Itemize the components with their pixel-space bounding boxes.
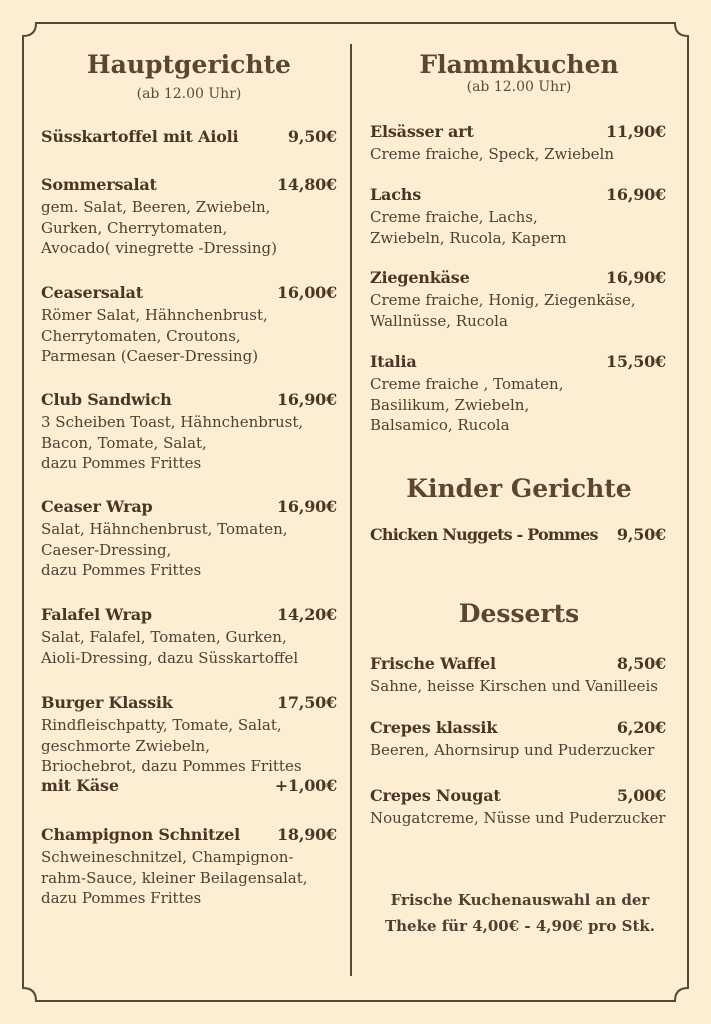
item-description-line: Zwiebeln, Rucola, Kapern [370,228,567,247]
item-description-line: Schweineschnitzel, Champignon- [41,848,294,866]
item-price: 18,90€ [276,825,337,844]
item-price: +1,00€ [274,776,337,795]
column-divider [350,44,352,976]
item-name: Crepes klassik [370,718,498,737]
item-price: 14,20€ [276,605,337,624]
item-price: 17,50€ [276,693,337,712]
item-description [370,740,666,761]
section-subtitle-hauptgerichte: (ab 12.00 Uhr) [136,86,242,102]
item-price: 16,90€ [276,390,337,409]
item-description [41,715,337,777]
item-description-line: Creme fraiche , Tomaten, [370,375,564,393]
item-description-line: Parmesan (Caeser-Dressing) [41,347,259,365]
section-title-flammkuchen: Flammkuchen [419,50,619,79]
item-description [41,847,337,909]
menu-item [41,283,337,367]
item-description-line: 3 Scheiben Toast, Hähnchenbrust, [41,413,304,431]
section-subtitle-flammkuchen: (ab 12.00 Uhr) [466,79,572,95]
item-description-line: Römer Salat, Hähnchenbrust, [41,306,268,324]
cake-selection-note [372,887,668,939]
item-name: Falafel Wrap [41,605,152,624]
item-description [41,627,337,668]
menu-item-addon [41,776,337,798]
item-name: Chicken Nuggets - Pommes [370,525,598,544]
item-description-line: Sahne, heisse Kirschen und Vanilleeis [370,677,658,695]
item-description-line: Salat, Hähnchenbrust, Tomaten, [41,520,288,538]
item-name: Frische Waffel [370,654,496,673]
item-description-line: Aioli-Dressing, dazu Süsskartoffel [41,648,299,667]
item-description [41,305,337,367]
item-description-line: Nougatcreme, Nüsse und Puderzucker [370,809,666,827]
item-description-line: geschmorte Zwiebeln, [41,736,210,755]
item-description-line: Balsamico, Rucola [370,416,510,434]
item-name: Ziegenkäse [370,268,470,287]
item-description-line: Creme fraiche, Honig, Ziegenkäse, [370,291,636,309]
item-price: 6,20€ [616,718,666,737]
item-description [370,290,666,331]
menu-item [41,390,337,474]
item-name: Italia [370,352,417,371]
item-description-line: rahm-Sauce, kleiner Beilagensalat, [41,868,308,887]
item-price: 9,50€ [287,127,337,146]
item-description [370,808,666,829]
item-name: Crepes Nougat [370,786,501,805]
item-name: mit Käse [41,776,119,795]
item-description-line: Cherrytomaten, Croutons, [41,326,241,345]
note-line: Theke für 4,00€ - 4,90€ pro Stk. [384,917,656,935]
item-name: Elsässer art [370,122,474,141]
item-name: Ceasersalat [41,283,143,302]
item-description [41,412,337,474]
item-price: 16,90€ [276,497,337,516]
item-description-line: Creme fraiche, Speck, Zwiebeln [370,145,614,163]
item-price: 11,90€ [605,122,666,141]
item-description-line: Briochebrot, dazu Pommes Frittes [41,757,302,775]
item-name: Sommersalat [41,175,157,194]
item-description-line: Salat, Falafel, Tomaten, Gurken, [41,628,287,646]
item-description-line: Bacon, Tomate, Salat, [41,433,207,452]
item-description-line: Avocado( vinegrette -Dressing) [41,239,277,257]
item-name: Burger Klassik [41,693,173,712]
item-description-line: Wallnüsse, Rucola [370,311,508,330]
item-name: Süsskartoffel mit Aioli [41,127,239,146]
note-line: Frische Kuchenauswahl an der [390,891,650,909]
menu-item [370,525,666,547]
item-description [41,519,337,581]
item-description-line: Basilikum, Zwiebeln, [370,395,530,414]
menu-item [370,786,666,829]
menu-item [41,127,337,149]
item-description [370,207,666,248]
item-price: 14,80€ [276,175,337,194]
item-description-line: dazu Pommes Frittes [41,561,202,579]
item-price: 15,50€ [605,352,666,371]
item-description-line: Caeser-Dressing, [41,540,172,559]
item-description [370,374,666,436]
item-name: Lachs [370,185,422,204]
menu-item [41,693,337,777]
item-price: 16,90€ [605,268,666,287]
section-title-hauptgerichte: Hauptgerichte [87,50,291,79]
item-price: 16,90€ [605,185,666,204]
menu-item [370,654,666,697]
menu-item [370,352,666,436]
item-price: 16,00€ [276,283,337,302]
section-title-desserts: Desserts [458,599,580,628]
item-name: Champignon Schnitzel [41,825,241,844]
item-price: 9,50€ [616,525,666,544]
section-title-kinder-gerichte: Kinder Gerichte [406,474,632,503]
menu-item [370,122,666,165]
item-description [41,197,337,259]
item-price: 8,50€ [616,654,666,673]
menu-item [370,268,666,331]
item-description-line: dazu Pommes Frittes [41,889,202,907]
item-description-line: dazu Pommes Frittes [41,454,202,472]
item-description-line: Creme fraiche, Lachs, [370,208,538,226]
item-price: 5,00€ [616,786,666,805]
item-description-line: gem. Salat, Beeren, Zwiebeln, [41,198,271,216]
item-name: Club Sandwich [41,390,172,409]
item-description-line: Rindfleischpatty, Tomate, Salat, [41,716,282,734]
menu-item [41,825,337,909]
menu-item [41,605,337,668]
menu-item [370,718,666,761]
item-description [370,676,666,697]
item-description [370,144,666,165]
item-description-line: Gurken, Cherrytomaten, [41,218,228,237]
item-name: Ceaser Wrap [41,497,153,516]
item-description-line: Beeren, Ahornsirup und Puderzucker [370,741,655,759]
menu-item [41,497,337,581]
menu-item [370,185,666,248]
menu-item [41,175,337,259]
